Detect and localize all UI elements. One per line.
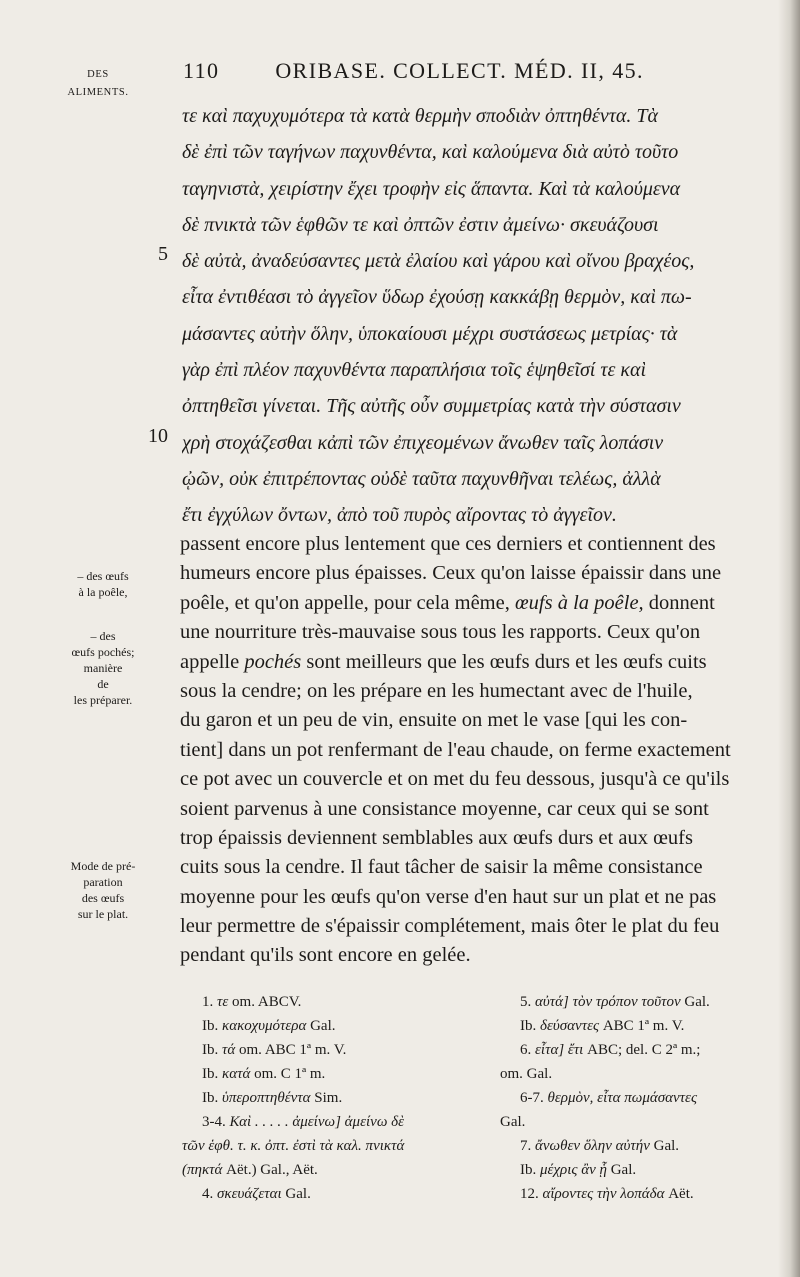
footnote-latin: Gal. bbox=[680, 994, 710, 1010]
footnote-latin: om. Gal. bbox=[500, 1066, 553, 1082]
french-line: sous la cendre; on les prépare en les humectant avec de l'huile, bbox=[180, 679, 693, 702]
french-line: tient] dans un pot renfermant de l'eau chaude, on ferme exactement bbox=[180, 738, 731, 761]
footnote bbox=[182, 1062, 482, 1086]
line-number-10: 10 bbox=[148, 425, 168, 447]
footnote-greek: Καὶ . . . . . ἀμείνω] ἀμείνω δὲ bbox=[229, 1114, 405, 1130]
footnote-latin: Sim. bbox=[310, 1090, 343, 1106]
footnotes-right-column bbox=[500, 990, 785, 1206]
margin-note-poches bbox=[44, 628, 162, 708]
greek-line: τε καὶ παχυχυμότερα τὰ κατὰ θερμὴν σποδιὰν ὀπτηθέντα. Τὰ bbox=[182, 105, 658, 127]
greek-line: δὲ ἐπὶ τῶν ταγήνων παχυνθέντα, καὶ καλούμενα διὰ αὐτὸ τοῦτο bbox=[182, 141, 679, 164]
page-binding-edge bbox=[778, 0, 800, 1277]
footnote-number: Ib. bbox=[202, 1042, 219, 1058]
footnote bbox=[500, 1158, 785, 1182]
greek-line: χρὴ στοχάζεσθαι κἀπὶ τῶν ἐπιχεομένων ἄνωθεν ταῖς λοπάσιν bbox=[182, 431, 664, 454]
margin-section-title bbox=[48, 66, 148, 102]
footnote-latin: Aët.) Gal., Aët. bbox=[222, 1162, 318, 1178]
greek-line: ἔτι ἐγχύλων ὄντων, ἀπὸ τοῦ πυρὸς αἴροντας τὸ ἀγγεῖον. bbox=[182, 504, 617, 527]
french-line: leur permettre de s'épaissir complétement, mais ôter le plat du feu bbox=[180, 915, 720, 938]
footnote bbox=[182, 1014, 482, 1038]
footnote-greek: τῶν ἑφθ. τ. κ. ὀπτ. ἐστὶ τὰ καλ. πνικτά bbox=[182, 1138, 405, 1154]
margin-note-plat bbox=[44, 858, 162, 922]
greek-line: εἶτα ἐντιθέασι τὸ ἀγγεῖον ὕδωρ ἐχούσῃ κακκάβῃ θερμὸν, καὶ πω- bbox=[182, 286, 692, 309]
footnote bbox=[182, 1086, 482, 1110]
margin-note-line: les préparer. bbox=[73, 693, 133, 707]
greek-line: ὀπτηθεῖσι γίνεται. Τῆς αὐτῆς οὖν συμμετρίας κατὰ τὴν σύστασιν bbox=[182, 395, 681, 418]
french-translation-block bbox=[180, 530, 780, 971]
footnote-greek: κακοχυμότερα bbox=[222, 1018, 307, 1034]
margin-note-line: Mode de pré- bbox=[70, 859, 136, 873]
footnote-greek: αἴροντες τὴν λοπάδα bbox=[542, 1186, 665, 1202]
footnote-number: 5. bbox=[520, 994, 532, 1010]
footnote-number: Ib. bbox=[520, 1018, 537, 1034]
footnote-number: Ib. bbox=[202, 1018, 219, 1034]
footnote bbox=[182, 1038, 482, 1062]
page-number: 110 bbox=[183, 58, 220, 83]
margin-note-line: sur le plat. bbox=[77, 907, 129, 921]
footnote bbox=[182, 990, 482, 1014]
greek-line: ταγηνιστὰ, χειρίστην ἔχει τροφὴν εἰς ἅπαντα. Καὶ τὰ καλούμενα bbox=[182, 177, 681, 200]
italic-term: œufs à la poêle, bbox=[514, 591, 644, 614]
footnote bbox=[500, 1038, 785, 1062]
french-text: poêle, et qu'on appelle, pour cela même, bbox=[180, 591, 515, 614]
margin-note-line: œufs pochés; bbox=[71, 645, 135, 659]
footnote-number: 6-7. bbox=[520, 1090, 544, 1106]
footnote-number: 7. bbox=[520, 1138, 532, 1154]
footnote bbox=[182, 1158, 482, 1182]
footnote-greek: εἶτα] ἔτι bbox=[535, 1042, 584, 1058]
footnote-latin: Gal. bbox=[306, 1018, 336, 1034]
french-line: pendant qu'ils sont encore en gelée. bbox=[180, 944, 471, 967]
greek-line: ᾠῶν, οὐκ ἐπιτρέποντας οὐδὲ ταῦτα παχυνθῆναι τελέως, ἀλλὰ bbox=[182, 467, 661, 490]
footnote-latin: om. C 1ª m. bbox=[250, 1066, 326, 1082]
footnote-latin: om. ABC 1ª m. V. bbox=[235, 1042, 347, 1058]
footnote-greek: θερμὸν, εἶτα πωμάσαντες bbox=[547, 1090, 698, 1106]
greek-line: γὰρ ἐπὶ πλέον παχυνθέντα παραπλήσια τοῖς ἑψηθεῖσί τε καὶ bbox=[182, 359, 647, 382]
footnote bbox=[500, 1014, 785, 1038]
running-header bbox=[183, 58, 743, 84]
greek-text-block bbox=[182, 98, 782, 534]
greek-line: μάσαντες αὐτὴν ὅλην, ὑποκαίουσι μέχρι συστάσεως μετρίας· τὰ bbox=[182, 322, 678, 345]
footnote bbox=[182, 1134, 482, 1158]
french-line: humeurs encore plus épaisses. Ceux qu'on laisse épaissir dans une bbox=[180, 562, 722, 585]
margin-note-line: – des bbox=[90, 629, 116, 643]
french-text: donnent bbox=[643, 591, 715, 614]
margin-note-line: des œufs bbox=[81, 891, 125, 905]
margin-title-line: DES bbox=[87, 69, 109, 80]
french-text: sont meilleurs que les œufs durs et les œufs cuits bbox=[301, 650, 707, 673]
footnote-greek: ὑπεροπτηθέντα bbox=[222, 1090, 311, 1106]
greek-line: δὲ πνικτὰ τῶν ἑφθῶν τε καὶ ὀπτῶν ἐστιν ἀμείνω· σκευάζουσι bbox=[182, 213, 659, 236]
line-number-5: 5 bbox=[158, 243, 168, 265]
footnote-greek: τά bbox=[222, 1042, 236, 1058]
margin-title-line: ALIMENTS. bbox=[67, 87, 129, 98]
footnote-greek: σκευάζεται bbox=[217, 1186, 282, 1202]
footnote-number: Ib. bbox=[520, 1162, 537, 1178]
footnote-latin: Gal. bbox=[500, 1114, 526, 1130]
footnote-number: 1. bbox=[202, 994, 214, 1010]
footnote-number: 12. bbox=[520, 1186, 539, 1202]
footnote bbox=[500, 990, 785, 1014]
margin-note-line: manière bbox=[83, 661, 123, 675]
footnote-number: 3-4. bbox=[202, 1114, 226, 1130]
footnote-latin: Aët. bbox=[664, 1186, 694, 1202]
footnote-greek: (πηκτά bbox=[182, 1162, 223, 1178]
french-line bbox=[180, 648, 780, 677]
footnote-latin: Gal. bbox=[281, 1186, 311, 1202]
greek-line: δὲ αὐτὰ, ἀναδεύσαντες μετὰ ἐλαίου καὶ γάρου καὶ οἴνου βραχέος, bbox=[182, 250, 695, 273]
margin-note-line: à la poêle, bbox=[78, 585, 128, 599]
footnote-greek: κατά bbox=[222, 1066, 251, 1082]
footnote-greek: αὐτά] τὸν τρόπον τοῦτον bbox=[535, 994, 681, 1010]
footnotes-left-column bbox=[182, 990, 482, 1206]
running-title: ORIBASE. COLLECT. MÉD. II, 45. bbox=[275, 58, 644, 83]
footnote-greek: ἄνωθεν ὅλην αὐτήν bbox=[535, 1138, 650, 1154]
margin-note-poele bbox=[44, 568, 162, 600]
footnote bbox=[500, 1110, 785, 1134]
footnote bbox=[500, 1062, 785, 1086]
french-line: moyenne pour les œufs qu'on verse d'en haut sur un plat et ne pas bbox=[180, 885, 717, 908]
french-text: appelle bbox=[180, 650, 245, 673]
french-line: passent encore plus lentement que ces derniers et contiennent des bbox=[180, 533, 716, 555]
margin-note-line: paration bbox=[83, 875, 123, 889]
french-line bbox=[180, 589, 780, 618]
footnote-latin: Gal. bbox=[606, 1162, 637, 1178]
margin-note-line: de bbox=[97, 677, 109, 691]
french-line: ce pot avec un couvercle et on met du feu dessous, jusqu'à ce qu'ils bbox=[180, 768, 730, 791]
french-line: cuits sous la cendre. Il faut tâcher de saisir la même consistance bbox=[180, 856, 703, 879]
footnote-latin: Gal. bbox=[649, 1138, 680, 1154]
footnote-number: 4. bbox=[202, 1186, 214, 1202]
footnote-number: 6. bbox=[520, 1042, 532, 1058]
footnote bbox=[500, 1134, 785, 1158]
footnote-latin: om. ABCV. bbox=[228, 994, 302, 1010]
footnote-greek: τε bbox=[217, 994, 229, 1010]
footnote bbox=[500, 1182, 785, 1206]
french-line: du garon et un peu de vin, ensuite on met le vase [qui les con- bbox=[180, 709, 688, 732]
footnote-latin: ABC 1ª m. V. bbox=[599, 1018, 685, 1034]
footnote-number: Ib. bbox=[202, 1090, 219, 1106]
footnote-latin: ABC; del. C 2ª m.; bbox=[583, 1042, 701, 1058]
footnote bbox=[500, 1086, 785, 1110]
french-line: une nourriture très-mauvaise sous tous les rapports. Ceux qu'on bbox=[180, 621, 701, 644]
french-line: soient parvenus à une consistance moyenne, car ceux qui se sont bbox=[180, 797, 709, 820]
margin-note-line: – des œufs bbox=[77, 569, 129, 583]
italic-term: pochés bbox=[244, 650, 302, 673]
footnote-greek: δεύσαντες bbox=[540, 1018, 600, 1034]
footnote-number: Ib. bbox=[202, 1066, 219, 1082]
french-line: trop épaissis deviennent semblables aux œufs durs et aux œufs bbox=[180, 826, 693, 849]
footnote-greek: μέχρις ἂν ᾗ bbox=[540, 1162, 607, 1178]
footnote bbox=[182, 1182, 482, 1206]
footnote bbox=[182, 1110, 482, 1134]
